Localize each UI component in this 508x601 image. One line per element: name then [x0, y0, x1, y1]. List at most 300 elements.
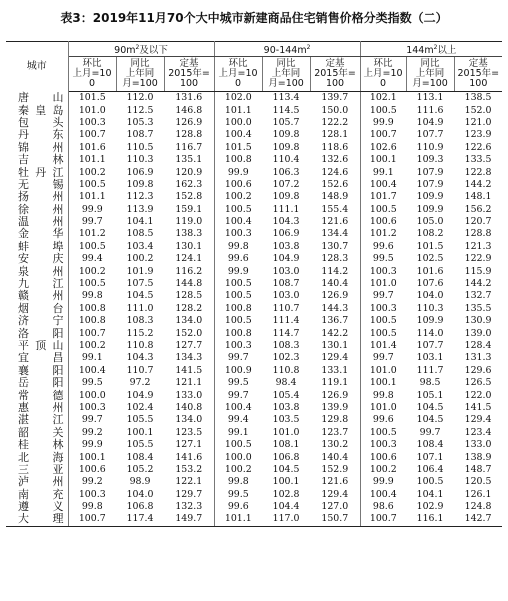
- table-row: [6, 290, 502, 302]
- index-value: 99.6: [227, 253, 249, 265]
- index-value: 110.3: [416, 302, 444, 314]
- index-value: 100.8: [224, 302, 252, 314]
- index-value: 99.8: [227, 240, 249, 252]
- index-value: 112.0: [126, 92, 154, 104]
- index-value: 113.4: [272, 92, 300, 104]
- index-value: 99.1: [81, 352, 103, 364]
- index-value: 123.5: [164, 427, 214, 439]
- city-name: 襄阳: [6, 365, 68, 377]
- index-value: 101.0: [78, 104, 106, 116]
- city-name: 丹东: [6, 129, 68, 141]
- index-value: 100.0: [224, 116, 252, 128]
- city-name: 金华: [6, 228, 68, 240]
- index-value: 109.9: [416, 315, 444, 327]
- index-value: 113.1: [416, 92, 444, 104]
- index-value: 98.6: [372, 501, 394, 513]
- index-value: 108.3: [126, 315, 154, 327]
- index-value: 100.8: [224, 154, 252, 166]
- index-value: 99.8: [81, 290, 103, 302]
- table-row: [6, 191, 502, 203]
- city-name: 岳阳: [6, 377, 68, 389]
- index-value: 128.5: [164, 290, 214, 302]
- index-value: 134.0: [164, 414, 214, 426]
- index-value: 116.2: [164, 265, 214, 277]
- index-value: 142.2: [310, 327, 360, 339]
- table-row: [6, 129, 502, 141]
- table-row: [6, 154, 502, 166]
- index-value: 100.0: [224, 451, 252, 463]
- index-value: 101.0: [369, 401, 397, 413]
- index-value: 141.5: [464, 401, 492, 413]
- index-value: 122.9: [464, 253, 492, 265]
- sub-header-base: 定基 2015年= 100: [164, 57, 214, 92]
- index-value: 133.5: [464, 154, 492, 166]
- city-name: 大理: [6, 513, 68, 526]
- index-value: 119.1: [310, 377, 360, 389]
- sub-header-mom: 环比 上月=10 0: [214, 57, 262, 92]
- city-name: 南充: [6, 489, 68, 501]
- index-value: 101.5: [416, 240, 444, 252]
- index-value: 105.7: [272, 116, 300, 128]
- table-row: [6, 464, 502, 476]
- index-value: 129.8: [310, 414, 360, 426]
- index-value: 110.5: [126, 141, 154, 153]
- table-row: [6, 92, 502, 105]
- index-value: 115.9: [464, 265, 492, 277]
- index-value: 150.0: [310, 104, 360, 116]
- index-value: 111.6: [416, 104, 444, 116]
- index-value: 130.1: [310, 340, 360, 352]
- table-row: [6, 402, 502, 414]
- city-name: 平顶山: [6, 340, 68, 352]
- index-value: 100.7: [369, 129, 397, 141]
- index-value: 99.4: [227, 414, 249, 426]
- sub-header-base: 定基 2015年= 100: [310, 57, 360, 92]
- index-value: 120.5: [464, 476, 492, 488]
- index-value: 152.8: [164, 191, 214, 203]
- index-value: 132.7: [464, 290, 492, 302]
- index-value: 135.5: [464, 302, 492, 314]
- index-value: 126.1: [464, 488, 492, 500]
- index-value: 109.9: [416, 203, 444, 215]
- index-value: 100.3: [369, 439, 397, 451]
- index-value: 101.1: [224, 104, 252, 116]
- city-name: 泸州: [6, 476, 68, 488]
- city-name: 秦皇岛: [6, 104, 68, 116]
- index-value: 102.3: [272, 352, 300, 364]
- index-value: 99.5: [227, 488, 249, 500]
- index-value: 109.8: [272, 141, 300, 153]
- index-value: 152.0: [164, 327, 214, 339]
- table-row: [6, 451, 502, 463]
- index-value: 121.1: [164, 377, 214, 389]
- index-value: 102.5: [416, 253, 444, 265]
- index-value: 121.3: [464, 240, 492, 252]
- index-value: 100.5: [78, 178, 106, 190]
- index-value: 100.5: [369, 315, 397, 327]
- index-value: 130.2: [310, 439, 360, 451]
- index-value: 105.1: [416, 389, 444, 401]
- city-name: 赣州: [6, 290, 68, 302]
- index-value: 99.6: [227, 501, 249, 513]
- index-value: 107.9: [416, 166, 444, 178]
- index-value: 99.5: [227, 377, 249, 389]
- index-value: 109.8: [126, 178, 154, 190]
- index-value: 107.2: [272, 178, 300, 190]
- city-name: 徐州: [6, 204, 68, 216]
- index-value: 155.4: [310, 204, 360, 216]
- city-name: 常德: [6, 389, 68, 401]
- index-value: 99.8: [372, 389, 394, 401]
- index-value: 100.3: [78, 488, 106, 500]
- index-value: 146.8: [164, 104, 214, 116]
- index-value: 100.5: [224, 439, 252, 451]
- index-value: 99.6: [372, 240, 394, 252]
- index-value: 114.2: [310, 265, 360, 277]
- index-value: 100.6: [78, 463, 106, 475]
- index-value: 108.4: [126, 451, 154, 463]
- index-value: 106.8: [126, 501, 154, 513]
- index-value: 97.2: [129, 377, 151, 389]
- table-row: [6, 278, 502, 290]
- index-value: 100.5: [78, 240, 106, 252]
- index-value: 138.9: [464, 451, 492, 463]
- index-value: 128.1: [310, 129, 360, 141]
- table-row: [6, 216, 502, 228]
- city-name: 温州: [6, 216, 68, 228]
- city-name: 桂林: [6, 439, 68, 451]
- table-row: [6, 352, 502, 364]
- index-value: 111.7: [416, 364, 444, 376]
- group-header-90-144: $90-144m^2$: [214, 42, 360, 57]
- index-value: 103.0: [272, 290, 300, 302]
- index-value: 104.9: [416, 116, 444, 128]
- index-value: 100.1: [369, 377, 397, 389]
- index-value: 99.9: [81, 439, 103, 451]
- table-row: [6, 104, 502, 116]
- index-value: 104.3: [126, 352, 154, 364]
- index-value: 135.1: [164, 154, 214, 166]
- index-value: 101.4: [369, 340, 397, 351]
- sub-header-mom: 环比 上月=10 0: [360, 57, 406, 92]
- index-value: 98.9: [129, 476, 151, 488]
- city-name: 扬州: [6, 191, 68, 203]
- index-value: 110.7: [272, 302, 300, 314]
- city-name: 包头: [6, 117, 68, 129]
- index-value: 101.0: [272, 426, 300, 438]
- index-value: 100.7: [68, 513, 116, 526]
- table-row: [6, 166, 502, 178]
- index-value: 100.3: [224, 340, 252, 351]
- index-value: 129.7: [164, 489, 214, 501]
- index-value: 107.6: [416, 278, 444, 290]
- index-value: 102.1: [369, 92, 397, 104]
- index-value: 126.9: [164, 117, 214, 129]
- index-value: 100.3: [369, 302, 397, 314]
- city-name: 安庆: [6, 253, 68, 265]
- index-value: 100.1: [369, 154, 397, 166]
- index-value: 123.4: [464, 426, 492, 438]
- city-name: 惠州: [6, 402, 68, 414]
- index-value: 139.7: [310, 92, 360, 105]
- index-value: 124.8: [464, 501, 492, 513]
- city-name: 唐山: [6, 92, 68, 105]
- sub-header-yoy: 同比 上年同 月=100: [406, 57, 454, 92]
- index-value: 152.6: [310, 179, 360, 191]
- index-value: 100.4: [224, 401, 252, 413]
- index-value: 100.4: [224, 216, 252, 228]
- index-value: 100.8: [224, 327, 252, 339]
- index-value: 126.5: [464, 377, 492, 389]
- index-value: 101.2: [78, 228, 106, 240]
- table-title: 表3：2019年11月70个大中城市新建商品住宅销售价格分类指数（二）: [60, 11, 448, 25]
- index-value: 111.1: [272, 203, 300, 215]
- city-name: 遵义: [6, 501, 68, 513]
- index-value: 132.6: [310, 154, 360, 166]
- index-value: 99.7: [81, 216, 103, 228]
- index-value: 99.4: [81, 253, 103, 265]
- index-value: 144.2: [464, 178, 492, 190]
- index-value: 109.3: [416, 154, 444, 166]
- group-header-144-above: $144m^2$以上: [360, 42, 502, 57]
- index-value: 139.0: [464, 327, 492, 339]
- index-value: 108.5: [126, 228, 154, 240]
- index-value: 100.5: [369, 203, 397, 215]
- index-value: 139.9: [310, 402, 360, 414]
- index-value: 128.3: [310, 253, 360, 265]
- sub-header-yoy: 同比 上年同 月=100: [116, 57, 164, 92]
- index-value: 101.0: [369, 364, 397, 376]
- index-value: 133.1: [310, 365, 360, 377]
- index-value: 99.1: [227, 426, 249, 438]
- index-value: 100.4: [369, 488, 397, 500]
- index-value: 105.4: [272, 389, 300, 401]
- index-value: 104.1: [416, 488, 444, 500]
- table-row: [6, 315, 502, 327]
- index-value: 104.5: [272, 463, 300, 475]
- index-value: 101.5: [224, 141, 252, 153]
- index-value: 110.3: [126, 154, 154, 166]
- index-value: 104.5: [416, 401, 444, 413]
- table-row: [6, 414, 502, 426]
- index-value: 107.7: [416, 129, 444, 141]
- index-value: 100.8: [78, 315, 106, 327]
- index-value: 130.9: [464, 315, 492, 327]
- index-value: 113.9: [126, 203, 154, 215]
- index-value: 99.9: [227, 265, 249, 277]
- city-name: 北海: [6, 451, 68, 463]
- index-value: 107.7: [416, 340, 444, 351]
- index-value: 109.9: [416, 191, 444, 203]
- index-value: 100.5: [224, 278, 252, 290]
- index-value: 116.7: [164, 142, 214, 154]
- index-value: 110.8: [126, 340, 154, 351]
- index-value: 117.0: [262, 513, 310, 526]
- index-value: 114.0: [416, 327, 444, 339]
- index-value: 98.4: [275, 377, 297, 389]
- index-value: 122.6: [464, 141, 492, 153]
- index-value: 99.7: [227, 352, 249, 364]
- index-value: 100.5: [224, 203, 252, 215]
- index-value: 105.5: [126, 439, 154, 451]
- city-name: 洛阳: [6, 327, 68, 339]
- index-value: 148.1: [464, 191, 492, 203]
- index-value: 102.9: [416, 501, 444, 513]
- index-value: 100.5: [224, 290, 252, 302]
- table-row: [6, 265, 502, 277]
- index-value: 99.5: [372, 253, 394, 265]
- index-value: 104.3: [272, 216, 300, 228]
- index-value: 100.1: [78, 451, 106, 463]
- index-value: 129.6: [464, 364, 492, 376]
- table-row: [6, 179, 502, 191]
- index-value: 100.2: [78, 265, 106, 277]
- city-name: 泉州: [6, 265, 68, 277]
- index-value: 100.4: [78, 364, 106, 376]
- index-value: 141.6: [164, 451, 214, 463]
- index-value: 104.9: [272, 253, 300, 265]
- index-value: 99.9: [227, 166, 249, 178]
- index-value: 99.6: [372, 414, 394, 426]
- index-value: 102.0: [224, 92, 252, 104]
- index-value: 109.8: [272, 191, 300, 203]
- index-value: 162.3: [164, 179, 214, 191]
- city-name: 九江: [6, 278, 68, 290]
- index-value: 104.5: [126, 290, 154, 302]
- index-value: 150.7: [310, 513, 360, 526]
- index-value: 123.9: [464, 129, 492, 141]
- city-name: 宜昌: [6, 352, 68, 364]
- index-value: 102.4: [126, 401, 154, 413]
- index-value: 126.9: [310, 290, 360, 302]
- index-value: 101.5: [78, 92, 106, 104]
- index-value: 128.8: [164, 129, 214, 141]
- table-row: [6, 476, 502, 488]
- index-value: 106.3: [272, 166, 300, 178]
- index-value: 106.8: [272, 451, 300, 463]
- index-value: 144.3: [310, 303, 360, 315]
- index-value: 99.9: [372, 116, 394, 128]
- index-value: 104.4: [272, 501, 300, 513]
- index-value: 129.4: [310, 352, 360, 364]
- city-name: 三亚: [6, 464, 68, 476]
- index-value: 128.4: [464, 340, 492, 351]
- index-value: 100.5: [369, 327, 397, 339]
- index-value: 112.5: [126, 104, 154, 116]
- index-value: 106.9: [126, 166, 154, 178]
- sub-header-mom: 环比 上月=10 0: [68, 57, 116, 92]
- index-value: 121.0: [464, 116, 492, 128]
- index-value: 132.3: [164, 501, 214, 513]
- index-value: 107.1: [416, 451, 444, 463]
- index-value: 100.8: [78, 302, 106, 314]
- index-value: 144.2: [464, 278, 492, 290]
- table-row: [6, 204, 502, 216]
- index-value: 118.6: [310, 142, 360, 154]
- index-value: 133.0: [464, 439, 492, 451]
- index-value: 131.6: [164, 92, 214, 105]
- index-value: 140.4: [310, 278, 360, 290]
- index-value: 100.2: [224, 191, 252, 203]
- index-value: 104.1: [126, 216, 154, 228]
- index-value: 100.5: [416, 476, 444, 488]
- city-name: 烟台: [6, 303, 68, 315]
- index-value: 148.7: [464, 463, 492, 475]
- index-value: 153.2: [164, 464, 214, 476]
- sub-header-base: 定基 2015年= 100: [454, 57, 502, 92]
- index-value: 109.8: [272, 129, 300, 141]
- index-value: 156.2: [464, 203, 492, 215]
- table-row: [6, 303, 502, 315]
- index-value: 111.4: [272, 315, 300, 327]
- index-value: 119.0: [164, 216, 214, 228]
- index-value: 99.1: [372, 166, 394, 178]
- city-name: 蚌埠: [6, 241, 68, 253]
- index-value: 100.9: [224, 364, 252, 376]
- city-name: 无锡: [6, 179, 68, 191]
- price-index-table: [6, 41, 502, 527]
- index-value: 140.4: [310, 451, 360, 463]
- index-value: 101.1: [214, 513, 262, 526]
- index-value: 100.6: [369, 451, 397, 463]
- index-value: 99.7: [372, 352, 394, 364]
- index-value: 144.8: [164, 278, 214, 290]
- index-value: 101.1: [78, 154, 106, 166]
- index-value: 127.0: [310, 501, 360, 513]
- index-value: 104.0: [416, 290, 444, 302]
- sub-header-yoy: 同比 上年同 月=100: [262, 57, 310, 92]
- index-value: 105.5: [126, 414, 154, 426]
- index-value: 121.6: [310, 216, 360, 228]
- index-value: 142.7: [454, 513, 502, 526]
- index-value: 100.5: [224, 315, 252, 327]
- index-value: 122.1: [164, 476, 214, 488]
- index-value: 141.5: [164, 365, 214, 377]
- index-value: 102.8: [272, 488, 300, 500]
- index-value: 104.0: [126, 488, 154, 500]
- index-value: 99.8: [227, 476, 249, 488]
- city-name: 锦州: [6, 142, 68, 154]
- index-value: 99.7: [227, 389, 249, 401]
- group-header-90-below: $90m^2$及以下: [68, 42, 214, 57]
- index-value: 101.7: [369, 191, 397, 203]
- table-row: [6, 427, 502, 439]
- index-value: 114.7: [272, 327, 300, 339]
- index-value: 99.2: [81, 426, 103, 438]
- index-value: 100.6: [224, 178, 252, 190]
- index-value: 99.7: [419, 426, 441, 438]
- table-row: [6, 513, 502, 526]
- index-value: 99.7: [372, 290, 394, 302]
- index-value: 107.9: [416, 178, 444, 190]
- index-value: 152.0: [464, 104, 492, 116]
- index-value: 103.5: [272, 414, 300, 426]
- index-value: 104.9: [126, 389, 154, 401]
- index-value: 100.4: [224, 129, 252, 141]
- table-row: [6, 142, 502, 154]
- index-value: 138.3: [164, 228, 214, 240]
- index-value: 115.2: [126, 327, 154, 339]
- index-value: 116.1: [406, 513, 454, 526]
- index-value: 100.5: [369, 104, 397, 116]
- city-name: 韶关: [6, 427, 68, 439]
- index-value: 105.3: [126, 116, 154, 128]
- table-row: [6, 340, 502, 352]
- index-value: 122.2: [310, 117, 360, 129]
- table-row: [6, 365, 502, 377]
- index-value: 103.8: [272, 401, 300, 413]
- index-value: 108.3: [272, 340, 300, 351]
